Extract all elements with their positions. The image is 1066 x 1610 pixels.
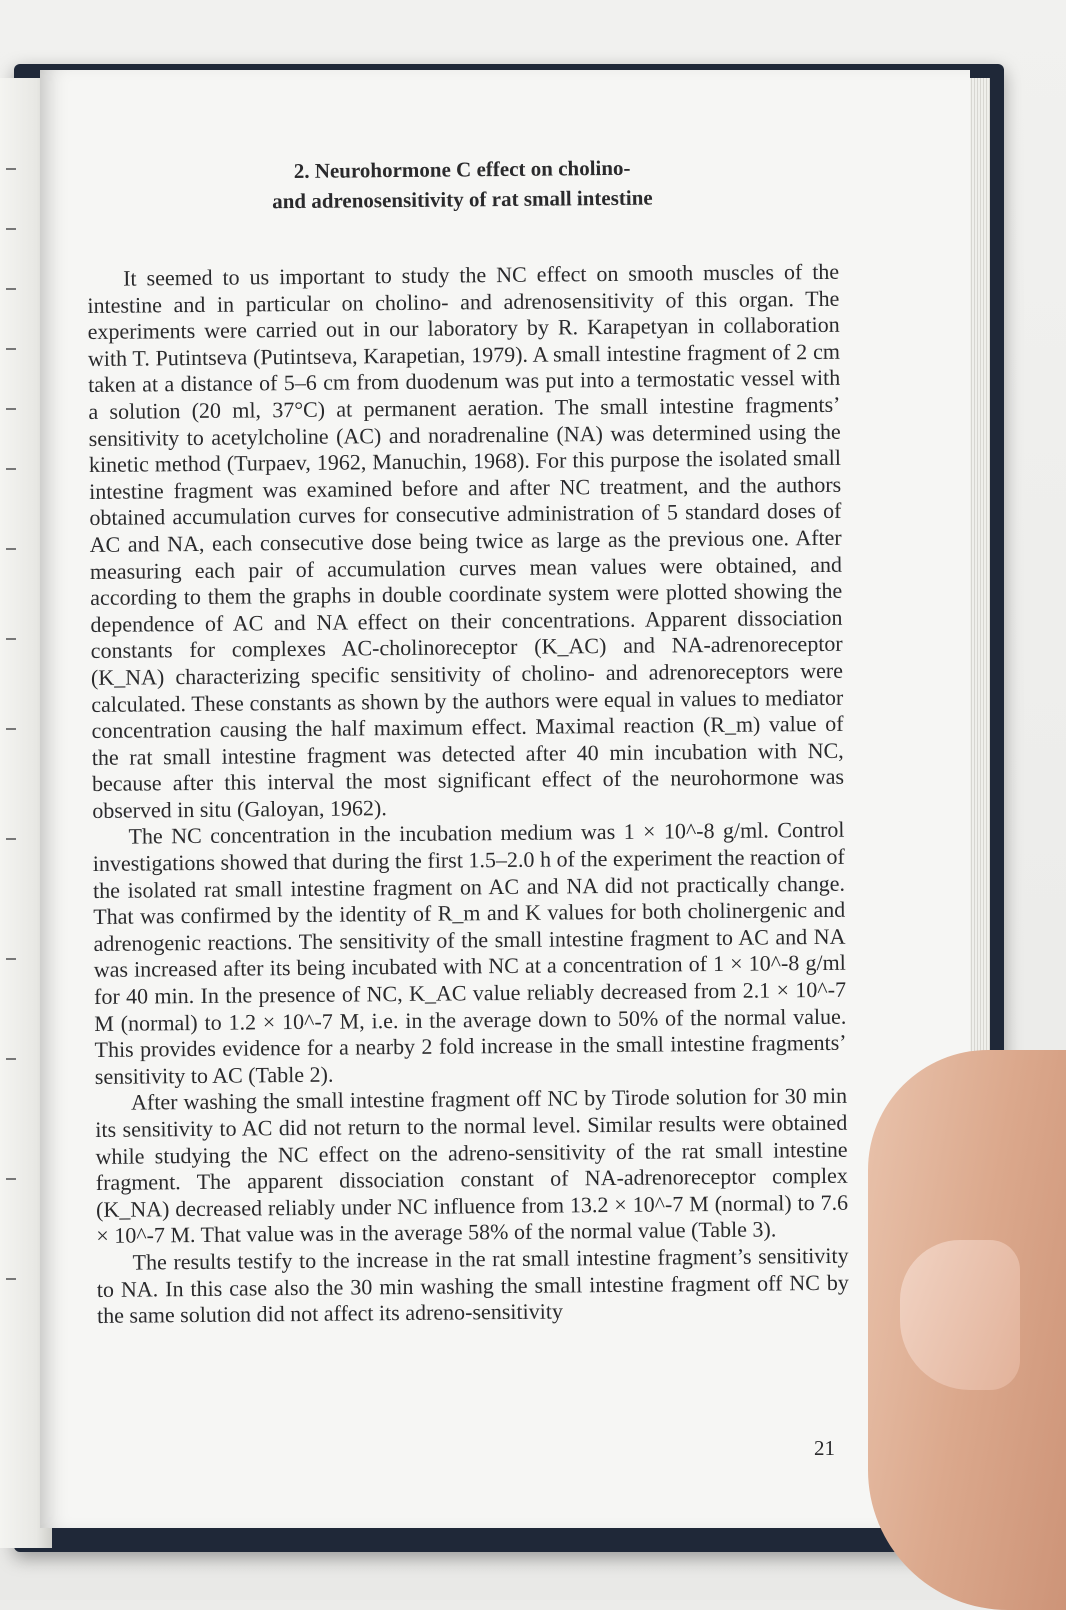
paragraph-4: The results testify to the increase in the rat small intestine fragment’s sensitivity to NA. In this case also the 30 min washing the small intestine fragment off NC by the same solution did not affect its adreno-sensitivity xyxy=(96,1242,849,1329)
paragraph-2: The NC concentration in the incubation medium was 1 × 10^-8 g/ml. Control investigations showed that during the first 1.5–2.0 h of the experiment the reaction of the isolated rat small intestine fragment on AC and NA did not practically change. That was confirmed by the identity of R_m and K values for both cholinergenic and adrenogenic reactions. The sensitivity of the small intestine fragment to AC and NA was increased after its being incubated with NC at a concentration of 1 × 10^-8 g/ml for 40 min. In the presence of NC, K_AC value reliably decreased from 2.1 × 10^-7 M (normal) to 1.2 × 10^-7 M, i.e. in the average down to 50% of the normal value. This provides evidence for a nearby 2 fold increase in the small intestine fragments’ sensitivity to AC (Table 2). xyxy=(92,817,847,1089)
text-fragment xyxy=(6,638,16,640)
section-title-line-2: and adrenosensitivity of rat small intestine xyxy=(272,185,653,214)
thumbnail xyxy=(900,1240,1020,1390)
book-page xyxy=(40,70,970,1528)
section-title xyxy=(86,151,839,218)
section-title-line-1: 2. Neurohormone C effect on cholino- xyxy=(293,155,631,184)
text-fragment xyxy=(6,348,16,350)
text-fragment xyxy=(6,1178,16,1180)
text-fragment xyxy=(6,728,16,730)
text-fragment xyxy=(6,1278,16,1280)
page-text xyxy=(86,151,849,1330)
text-fragment xyxy=(6,288,16,290)
page-number: 21 xyxy=(814,1436,835,1460)
text-fragment xyxy=(6,408,16,410)
paragraph-3: After washing the small intestine fragment off NC by Tirode solution for 30 min its sensitivity to AC did not return to the normal level. Similar results were obtained while studying the NC effect on the adreno-sensitivity of the rat small intestine fragment. The apparent dissociation constant of NA-adrenoreceptor complex (K_NA) decreased reliably under NC influence from 13.2 × 10^-7 M (normal) to 7.6 × 10^-7 M. That value was in the average 58% of the normal value (Table 3). xyxy=(95,1083,849,1249)
text-fragment xyxy=(6,228,16,230)
text-fragment xyxy=(6,958,16,960)
text-fragment xyxy=(6,468,16,470)
text-fragment xyxy=(6,548,16,550)
text-fragment xyxy=(6,838,16,840)
text-fragment xyxy=(6,168,16,170)
paragraph-1: It seemed to us important to study the NC effect on smooth muscles of the intestine and in particular on cholino- and adrenosensitivity of this organ. The experiments were carried out in our laboratory by R. Karapetyan in collaboration with T. Putintseva (Putintseva, Karapetian, 1979). A small intestine fragment of 2 cm taken at a distance of 5–6 cm from duodenum was put into a termostatic vessel with a solution (20 ml, 37°C) at permanent aeration. The small intestine fragments’ sensitivity to acetylcholine (AC) and noradrenaline (NA) was determined using the kinetic method (Turpaev, 1962, Manuchin, 1968). For this purpose the isolated small intestine fragment was examined before and after NC treatment, and the authors obtained accumulation curves for consecutive administration of 5 standard doses of AC and NA, each consecutive dose being twice as large as the previous one. After measuring each pair of accumulation curves mean values were obtained, and according to them the graphs in double coordinate system were plotted showing the dependence of AC and NA effect on their concentrations. Apparent dissociation constants for complexes AC-cholinoreceptor (K_AC) and NA-adrenoreceptor (K_NA) characterizing specific sensitivity of cholino- and adrenoreceptors were calculated. These constants as shown by the authors were equal in values to mediator concentration causing the half maximum effect. Maximal reaction (R_m) value of the rat small intestine fragment was detected after 40 min incubation with NC, because after this interval the most significant effect of the neurohormone was observed in situ (Galoyan, 1962). xyxy=(87,258,845,823)
text-fragment xyxy=(6,1058,16,1060)
